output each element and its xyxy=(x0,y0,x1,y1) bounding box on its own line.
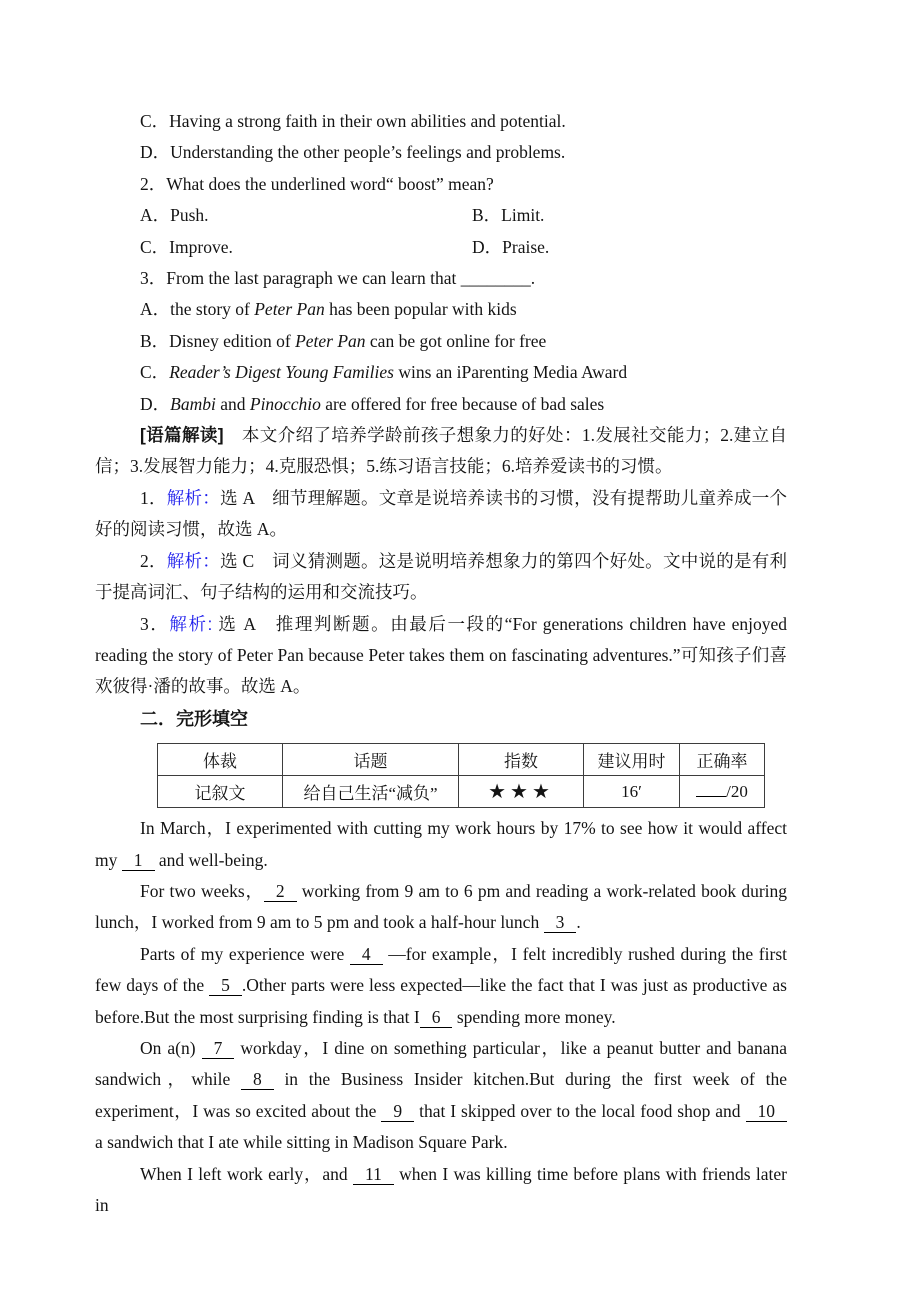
text-run: are offered for free because of bad sales xyxy=(320,393,605,414)
text-run: 正确率 xyxy=(696,752,748,772)
text-run: 体裁 xyxy=(203,752,237,772)
text-run: wins an iParenting Media Award xyxy=(393,362,628,383)
option-line xyxy=(95,137,787,168)
text-run: . xyxy=(576,912,581,933)
answer-analysis xyxy=(95,609,787,703)
italic-title-text: Pinocchio xyxy=(249,393,321,414)
analysis-label: 解析： xyxy=(166,550,221,571)
text-run: D．Understanding the other people’s feelings and problems. xyxy=(140,142,566,163)
analysis-text: 1． xyxy=(140,487,167,508)
cloze-paragraph xyxy=(95,939,787,1033)
table-cell xyxy=(459,744,584,776)
answer-analysis xyxy=(95,483,787,546)
analysis-text: 选 C 词义猜测题。这是说明培养想象力的第四个好处。文中说的是有利于提高词汇、句子结构的运用和交流技巧。 xyxy=(95,550,788,603)
question-line xyxy=(95,169,787,200)
option-line xyxy=(95,106,787,137)
text-run: /20 xyxy=(726,781,748,801)
table-cell xyxy=(584,776,680,808)
text-run: Parts of my experience were xyxy=(140,943,350,964)
cloze-blank: 9 xyxy=(381,1102,414,1122)
analysis-text: 选 A 细节理解题。文章是说培养读书的习惯，没有提帮助儿童养成一个好的阅读习惯，故选 A。 xyxy=(95,487,788,540)
text-run: and well-being. xyxy=(154,849,268,870)
score-blank xyxy=(696,783,726,797)
text-run: in the Business Insider kitchen.But during the first week of the experiment，I was so excited about the xyxy=(95,1069,787,1121)
option-line xyxy=(95,326,787,357)
option-left xyxy=(140,232,233,263)
text-run: —for example，I felt incredibly rushed during the first few days of the xyxy=(95,943,787,996)
text-run: C．Improve. xyxy=(140,236,233,257)
text-run: C．Having a strong faith in their own abilities and potential. xyxy=(140,111,566,131)
table-cell xyxy=(680,744,765,776)
text-run: 3．From the last paragraph we can learn that ________. xyxy=(140,268,536,289)
option-right xyxy=(472,200,544,231)
text-run: C． xyxy=(140,362,170,383)
analysis-text: 本文介绍了培养学龄前孩子想象力的好处：1.发展社交能力；2.建立自信；3.发展智力能力；4.克服恐惧；5.练习语言技能；6.培养爱读书的习惯。 xyxy=(95,425,788,477)
text-run: a sandwich that I ate while sitting in Madison Square Park. xyxy=(95,1132,508,1153)
text-run: 记叙文 xyxy=(194,784,246,804)
text-run: working from 9 am to 6 pm and reading a work-related book during lunch，I worked from 9 am to 5 pm and took a half-hour lunch xyxy=(95,880,788,933)
text-run: and xyxy=(215,393,250,414)
text-run: D． xyxy=(140,393,171,414)
passage-analysis xyxy=(95,420,787,483)
option-line xyxy=(95,357,787,388)
cloze-blank: 4 xyxy=(350,945,383,965)
text-run: B．Disney edition of xyxy=(140,330,296,351)
text-run: On a(n) xyxy=(140,1037,202,1058)
text-run: .Other parts were less expected—like the fact that I was just as productive as before.But the most surprising finding is that I xyxy=(95,975,787,1027)
document-content xyxy=(95,106,787,1221)
cloze-blank: 1 xyxy=(122,851,155,871)
text-run: workday，I dine on something particular，like a peanut butter and banana sandwich，while xyxy=(95,1037,787,1090)
option-line xyxy=(95,389,787,420)
cloze-paragraph xyxy=(95,813,787,876)
table-cell xyxy=(584,744,680,776)
table-cell xyxy=(680,776,765,808)
table-cell xyxy=(283,776,459,808)
cloze-blank: 3 xyxy=(544,913,577,933)
cloze-paragraph xyxy=(95,876,787,939)
text-run: 话题 xyxy=(353,752,388,772)
text-run: 二．完形填空 xyxy=(140,708,248,729)
table-cell xyxy=(283,744,459,776)
info-table xyxy=(157,743,765,808)
analysis-label: 解析: xyxy=(169,613,213,634)
text-run: For two weeks， xyxy=(140,880,264,901)
answer-analysis xyxy=(95,546,787,609)
text-run: 指数 xyxy=(504,752,538,772)
option-left xyxy=(140,200,209,231)
text-run: B．Limit. xyxy=(472,205,545,226)
option-row xyxy=(95,200,787,231)
italic-title-text: Bambi xyxy=(170,393,216,414)
text-run: In March，I experimented with cutting my work hours by 17% to see how it would affect my xyxy=(95,818,787,870)
analysis-text: 3． xyxy=(140,613,170,634)
cloze-paragraph xyxy=(95,1159,787,1222)
cloze-blank: 6 xyxy=(420,1008,453,1028)
cloze-blank: 8 xyxy=(241,1070,274,1090)
text-run: 2．What does the underlined word“ boost” mean? xyxy=(140,173,494,194)
difficulty-stars: ★★★ xyxy=(488,781,554,804)
option-line xyxy=(95,294,787,325)
analysis-text: 选 A 推理判断题。由最后一段的“For generations children have enjoyed reading the story of Peter Pan because Peter takes them on fascinating adventures.”可知孩子们喜欢彼得·潘的故事。故选 A。 xyxy=(95,613,787,697)
text-run: When I left work early，and xyxy=(140,1163,353,1184)
cloze-paragraph xyxy=(95,1033,787,1159)
text-run: 建议用时 xyxy=(597,752,666,772)
cloze-blank: 10 xyxy=(746,1102,788,1122)
text-run: when I was killing time before plans with friends later in xyxy=(95,1163,787,1215)
analysis-label: 解析： xyxy=(166,487,221,508)
analysis-text: 2． xyxy=(140,550,167,571)
cloze-blank: 7 xyxy=(202,1039,235,1059)
text-run: that I skipped over to the local food shop and xyxy=(414,1100,746,1121)
section-heading xyxy=(95,704,787,735)
italic-title-text: Peter Pan xyxy=(295,330,366,351)
table-cell xyxy=(158,744,283,776)
italic-title-text: Peter Pan xyxy=(254,299,325,320)
text-run: A．the story of xyxy=(140,299,255,320)
text-run: 16′ xyxy=(621,781,642,801)
table-cell xyxy=(158,776,283,808)
text-run: has been popular with kids xyxy=(324,299,517,320)
cloze-blank: 2 xyxy=(264,882,297,902)
text-run: D．Praise. xyxy=(472,236,550,257)
text-run: spending more money. xyxy=(452,1006,616,1027)
question-line xyxy=(95,263,787,294)
text-run: 给自己生活“减负” xyxy=(303,784,438,804)
table-cell xyxy=(459,776,584,808)
table-header-row xyxy=(158,744,765,776)
bold-label: [语篇解读] xyxy=(140,425,224,446)
option-row xyxy=(95,232,787,263)
cloze-blank: 5 xyxy=(209,976,242,996)
table-row xyxy=(158,776,765,808)
cloze-blank: 11 xyxy=(353,1165,394,1185)
text-run: A．Push. xyxy=(140,205,209,226)
text-run: can be got online for free xyxy=(365,330,547,351)
option-right xyxy=(472,232,549,263)
italic-title-text: Reader’s Digest Young Families xyxy=(169,362,394,383)
